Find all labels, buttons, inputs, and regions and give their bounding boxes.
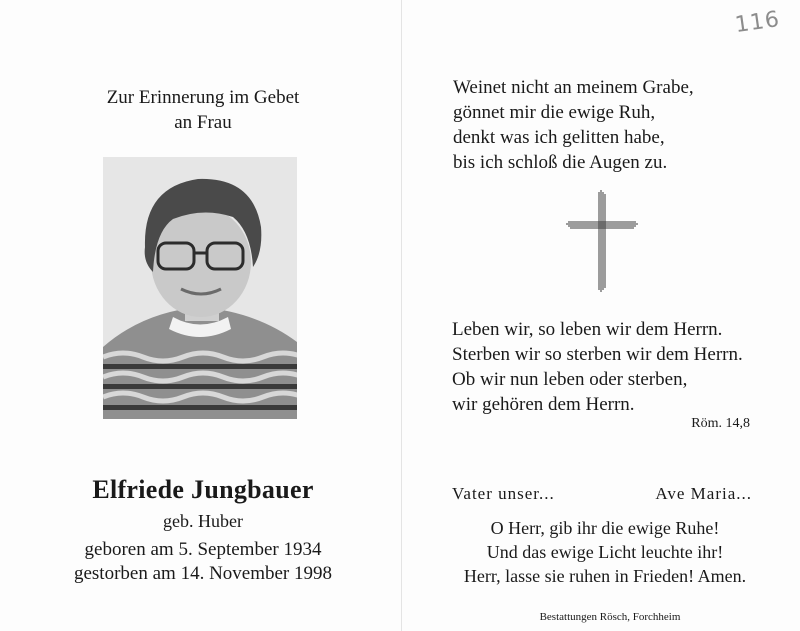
- verse-2-line: Sterben wir so sterben wir dem Herrn.: [452, 344, 743, 365]
- life-dates: [40, 538, 366, 586]
- deceased-name: Elfriede Jungbauer: [92, 475, 314, 504]
- cross-icon: [566, 190, 638, 292]
- archive-number: 116: [733, 6, 782, 39]
- prayer-hail-mary: Ave Maria...: [655, 484, 752, 503]
- blessing-line: Herr, lasse sie ruhen in Frieden! Amen.: [463, 566, 747, 586]
- verse-2: [452, 317, 743, 417]
- blessing-line: Und das ewige Licht leuchte ihr!: [486, 542, 724, 562]
- verse-2-line: wir gehören dem Herrn.: [452, 394, 635, 415]
- blessing-line: O Herr, gib ihr die ewige Ruhe!: [490, 518, 720, 538]
- blessing: [430, 516, 780, 588]
- undertaker-credit: Bestattungen Rösch, Forchheim: [539, 611, 681, 623]
- verse-2-line: Leben wir, so leben wir dem Herrn.: [452, 319, 723, 340]
- death-date: gestorben am 14. November 1998: [73, 563, 333, 584]
- verse-2-line: Ob wir nun leben oder sterben,: [452, 369, 688, 390]
- verse-1: [453, 75, 694, 175]
- portrait-photo: [103, 157, 297, 419]
- intro-line-1: Zur Erinnerung im Gebet: [106, 87, 300, 108]
- birth-date: geboren am 5. September 1934: [84, 539, 322, 560]
- verse-reference: Röm. 14,8: [691, 416, 750, 431]
- verse-1-line: denkt was ich gelitten habe,: [453, 127, 665, 148]
- intro-text: [60, 85, 346, 135]
- prayer-our-father: Vater unser...: [452, 484, 555, 503]
- verse-1-line: bis ich schloß die Augen zu.: [453, 152, 668, 173]
- verse-1-line: gönnet mir die ewige Ruh,: [453, 102, 656, 123]
- intro-line-2: an Frau: [174, 112, 232, 133]
- verse-1-line: Weinet nicht an meinem Grabe,: [453, 77, 694, 98]
- birth-name: geb. Huber: [163, 511, 243, 531]
- fold-line: [401, 0, 402, 631]
